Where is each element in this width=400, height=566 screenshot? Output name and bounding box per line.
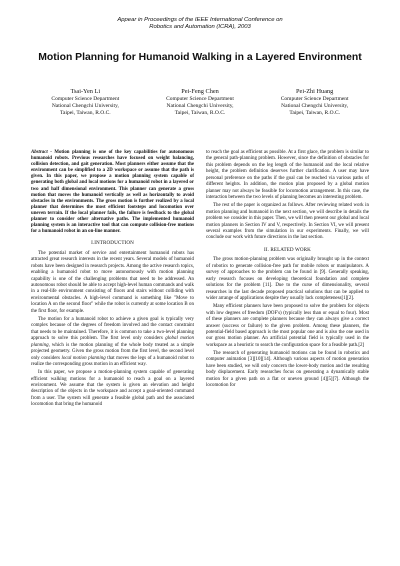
author-univ: National Chengchi University, (166, 103, 234, 110)
venue-line-1: Appear in Proceedings of the IEEE International Conference on (117, 17, 283, 23)
author-univ: National Chengchi University, (51, 103, 119, 110)
abstract (31, 150, 194, 235)
venue-line-2: Robotics and Automation (ICRA), 2003 (149, 24, 251, 30)
author-name: Pei-Feng Chen (181, 88, 219, 95)
author-1 (28, 88, 143, 118)
intro-paragraph-5: The rest of the paper is organized as follows. After reviewing related work in motion planning and humanoid in the next section, we will describe in details the problem we consider in this paper. Then, we will then present our global and local motion planners in Section IV and V, respectively. In Section VI, we will present several examples from the simulation in our experiments. Finally, we will conclude our work with future directions in the last section. (206, 203, 369, 241)
related-paragraph-3: The research of generating humanoid motions can be found in robotics and computer animation [3][10][14]. Although various aspects of motion generation have been studied, we will only concern the lower-body motion and the resulting body displacement. Early researches focus on generating a dynamically stable motion for a given path on a flat or uneven ground [4][5][7]. Although the locomotion for (206, 350, 369, 389)
related-paragraph-2: Many efficient planners have been proposed to solve the problem for objects with low degrees of freedom (DOF's) (typically less than or equal to four). Most of these planners are complete planners because they can always give a correct answer (success or failure) to the given problem. Among these planners, the potential-field based approach is the most popular one and is also the one used in our gross motion planner. An artificial potential field is typically used in the workspace as a heuristic to search the configuration space for a feasible path.[2] (206, 304, 369, 348)
intro-p2-text-a: The motion for a humanoid robot to achieve a given goal is typically very complex because of the degrees of freedom involved and the contact constraint that needs to be maintained. Therefore, it is common to take a two-level planning approach to solve this problem. The first level only considers (31, 316, 194, 342)
author-3 (257, 88, 372, 118)
intro-p2-text-c: that moves the legs of a humanoid robot to realize the corresponding gross motion in an efficient way. (31, 355, 194, 368)
author-city: Taipei, Taiwan, R.O.C. (60, 110, 111, 117)
intro-p2-text-b: , which is the motion planning of the whole body treated as a simple projected geometry. Given the gross motion from the first level, the second level only considers (31, 342, 194, 361)
author-2 (143, 88, 258, 118)
author-dept: Computer Science Department (51, 96, 120, 102)
author-dept: Computer Science Department (280, 96, 349, 102)
author-city: Taipei, Taiwan, R.O.C. (174, 110, 226, 117)
author-city: Taipei, Taiwan, R.O.C. (289, 110, 340, 117)
right-column (206, 150, 369, 391)
section-heading-introduction: I.INTRODUCTION (91, 240, 134, 247)
left-column (31, 150, 194, 410)
abstract-text: - Motion planning is one of the key capabilities for autonomous humanoid robots. Previous researches have focused on weight balancing, collision detection, and gait generation. Most planners either assume that the environment can be simplified to a 2D workspace or assume that the path is given. In this paper, we propose a motion planning system capable of generating both global and local motions for a humanoid robot in a layered or two and half dimensional environment. This planner can generate a gross motion that moves the humanoid vertically as well as horizontally to avoid obstacles in the environments. The gross motion is further realized by a local planner that determines the most efficient footsteps and locomotion over uneven terrain. If the local planner fails, the failure is feedback to the global planner to consider other alternative paths. The implemented humanoid planning system is an interactive tool that can compute collision-free motions for a humanoid robot in an on-line manner. (31, 150, 194, 235)
intro-p2-emphasis-1: global motion planning (31, 336, 194, 348)
intro-paragraph-4: to reach the goal as efficient as possible. At a first glace, the problem is similar to the general path-planning problem. However, since the definition of obstacles for this problem depends on the leg length of the humanoid and the local relative height, the problem definition deserves further clarification. A user may have personal preference on the paths if the goal can be reached via various paths of different heights. In addition, the motion plan proposed by a global motion planner may not always be feasible for locomotion arrangement. In this case, the interaction between the two levels of planning becomes an interesting problem. (206, 150, 369, 201)
author-univ: National Chengchi University, (281, 103, 349, 110)
author-name: Pei-Zhi Huang (296, 88, 334, 95)
intro-paragraph-2 (31, 317, 194, 369)
author-block (28, 88, 372, 118)
intro-p2-emphasis-2: local motion planning (61, 355, 106, 361)
author-dept: Computer Science Department (166, 96, 234, 102)
venue-note (0, 17, 400, 31)
intro-paragraph-3: In this paper, we propose a motion-planning system capable of generating efficient walking motions for a humanoid to reach a goal on a layered environment. We assume that the system is given an elevation and height description of the objects in the workspace and accept a goal-oriented command from a user. The system will generate a feasible global path and the associated locomotion that bring the humanoid (31, 370, 194, 408)
section-heading-related-work: II. RELATED WORK (264, 246, 311, 253)
abstract-label: Abstract (31, 150, 48, 155)
author-name: Tsai-Yen Li (70, 88, 101, 95)
intro-paragraph-1: The potential market of service and entertainment humanoid robots has attracted great research interests in the recent years. Several models of humanoid robots have been designed in research projects. Among the active research topics, enabling a humanoid robot to move autonomously with motion planning capability is one of the challenging problems that need to be addressed. An autonomous robot should be able to accept high-level human commands and walk in a real-life environment consisting of floors and stairs without colliding with environmental obstacles. A high-level command is something like "Move to location A on the second floor" while the robot is currently at some location B on the first floor, for example. (31, 250, 194, 314)
related-paragraph-1: The gross motion-planning problem was originally brought up in the context of robotics to generate collision-free path for mobile robots or manipulators. A survey of approaches to the problem can be found in [9]. Generally speaking, early research focuses on developing theoretical foundation and complete solutions for the problem [11]. Due to the curse of dimensionality, several researches in the last decade proposed practical solutions that can be applied to wider arrange of applications despite they usually lack completeness[1][2]. (206, 257, 369, 302)
paper-title: Motion Planning for Humanoid Walking in a Layered Environment (38, 52, 362, 63)
